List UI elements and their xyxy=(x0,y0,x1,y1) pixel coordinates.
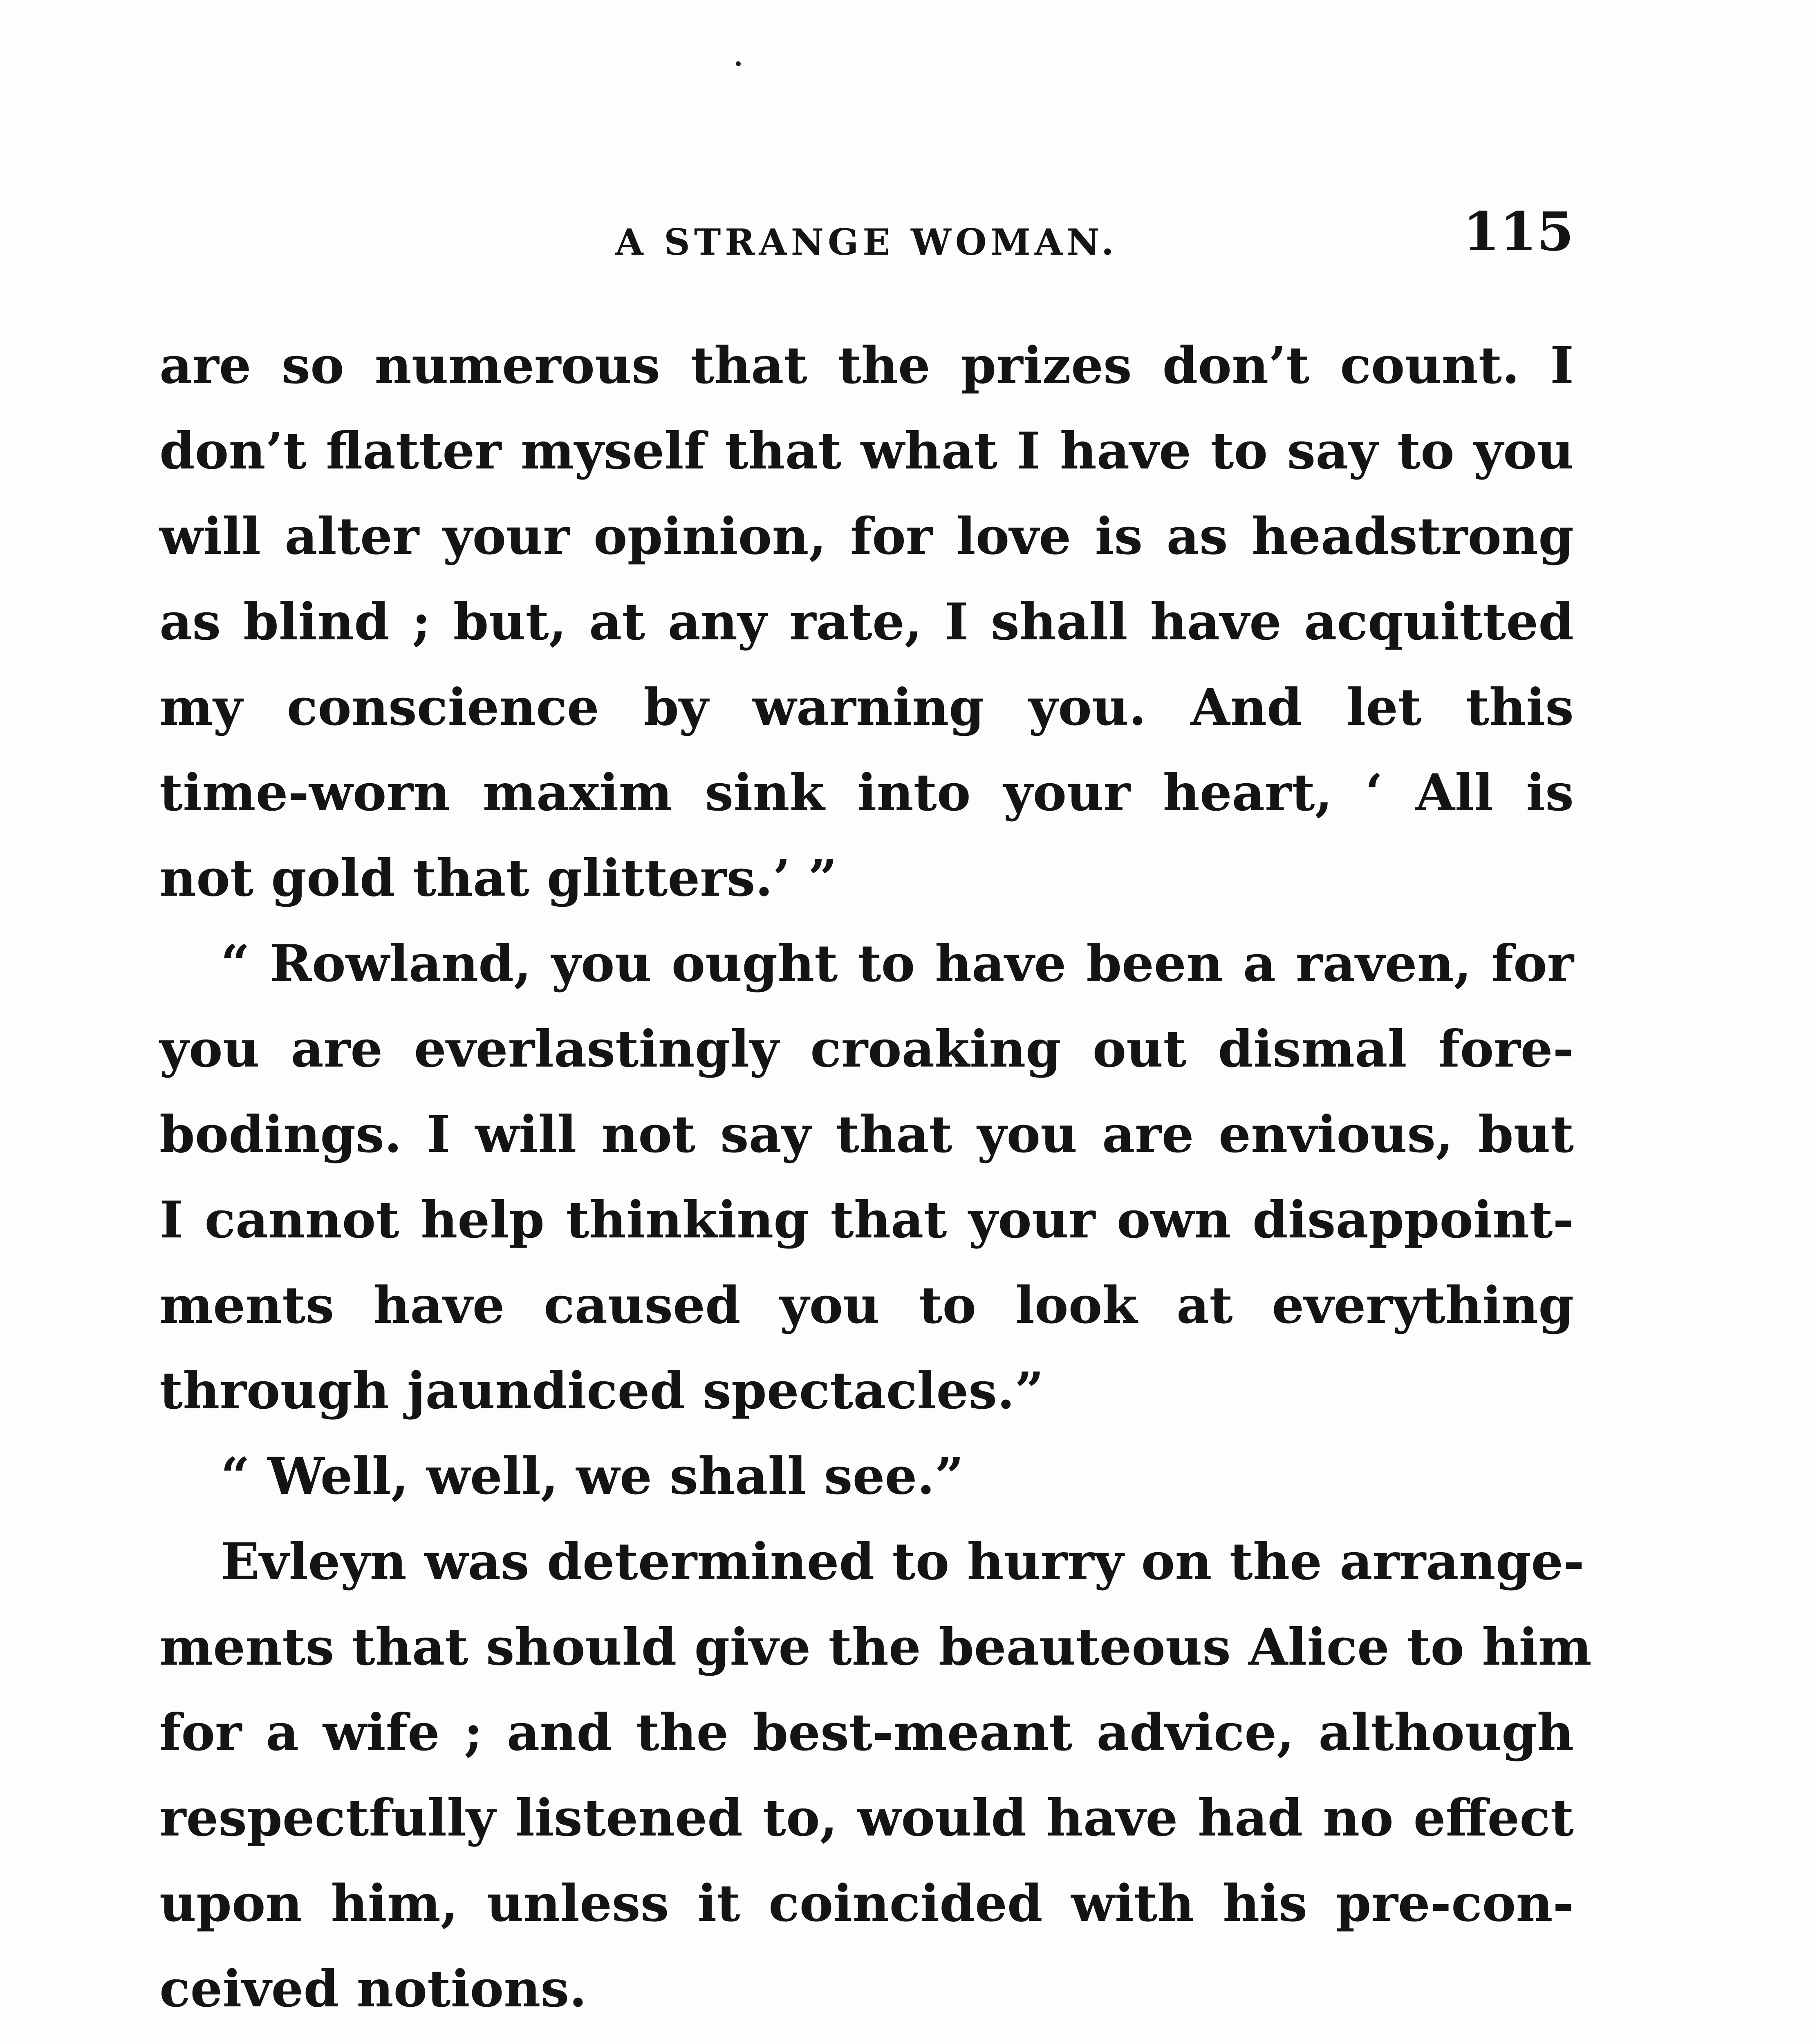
body-text xyxy=(159,323,1592,2044)
running-title: A STRANGE WOMAN. xyxy=(615,221,1118,263)
text-line: for a wife ; and the best-meant advice, although xyxy=(159,1703,1574,1762)
text-line: “ Rowland, you ought to have been a raven, for xyxy=(221,934,1574,993)
text-line: don’t flatter myself that what I have to say to you xyxy=(159,421,1574,481)
page-number: 115 xyxy=(1463,200,1574,263)
text-line: through jaundiced spectacles.” xyxy=(159,1361,1044,1421)
text-line: respectfully listened to, would have had no effect xyxy=(159,1788,1574,1848)
paragraph xyxy=(159,921,1574,1434)
paragraph xyxy=(159,2032,1574,2044)
text-line: are so numerous that the prizes don’t count. I xyxy=(159,336,1574,395)
text-line: you are everlastingly croaking out dismal fore- xyxy=(159,1020,1574,1079)
text-line: ceived notions. xyxy=(159,1959,587,2019)
text-line: time-worn maxim sink into your heart, ‘ All is xyxy=(159,763,1574,823)
text-line: my conscience by warning you. And let this xyxy=(159,678,1574,737)
paragraph xyxy=(159,1519,1592,2032)
page-header xyxy=(159,192,1574,274)
text-line: upon him, unless it coincided with his pre-con- xyxy=(159,1874,1574,1933)
text-line: will alter your opinion, for love is as headstrong xyxy=(159,507,1574,566)
ink-speck xyxy=(736,61,741,66)
paragraph xyxy=(159,1434,1574,1519)
text-line: “ Well, well, we shall see.” xyxy=(221,1447,964,1506)
text-line: not gold that glitters.’ ” xyxy=(159,849,838,908)
text-line: I cannot help thinking that your own disappoint- xyxy=(159,1190,1574,1250)
text-line: ments have caused you to look at everything xyxy=(159,1276,1574,1335)
text-line: ments that should give the beauteous Alice to him xyxy=(159,1618,1592,1677)
text-line xyxy=(159,2032,1574,2044)
text-line: as blind ; but, at any rate, I shall have acquitted xyxy=(159,592,1574,652)
text-line: bodings. I will not say that you are envious, but xyxy=(159,1105,1574,1164)
paragraph xyxy=(159,323,1574,921)
text-line: Evleyn was determined to hurry on the arrange- xyxy=(221,1532,1584,1591)
